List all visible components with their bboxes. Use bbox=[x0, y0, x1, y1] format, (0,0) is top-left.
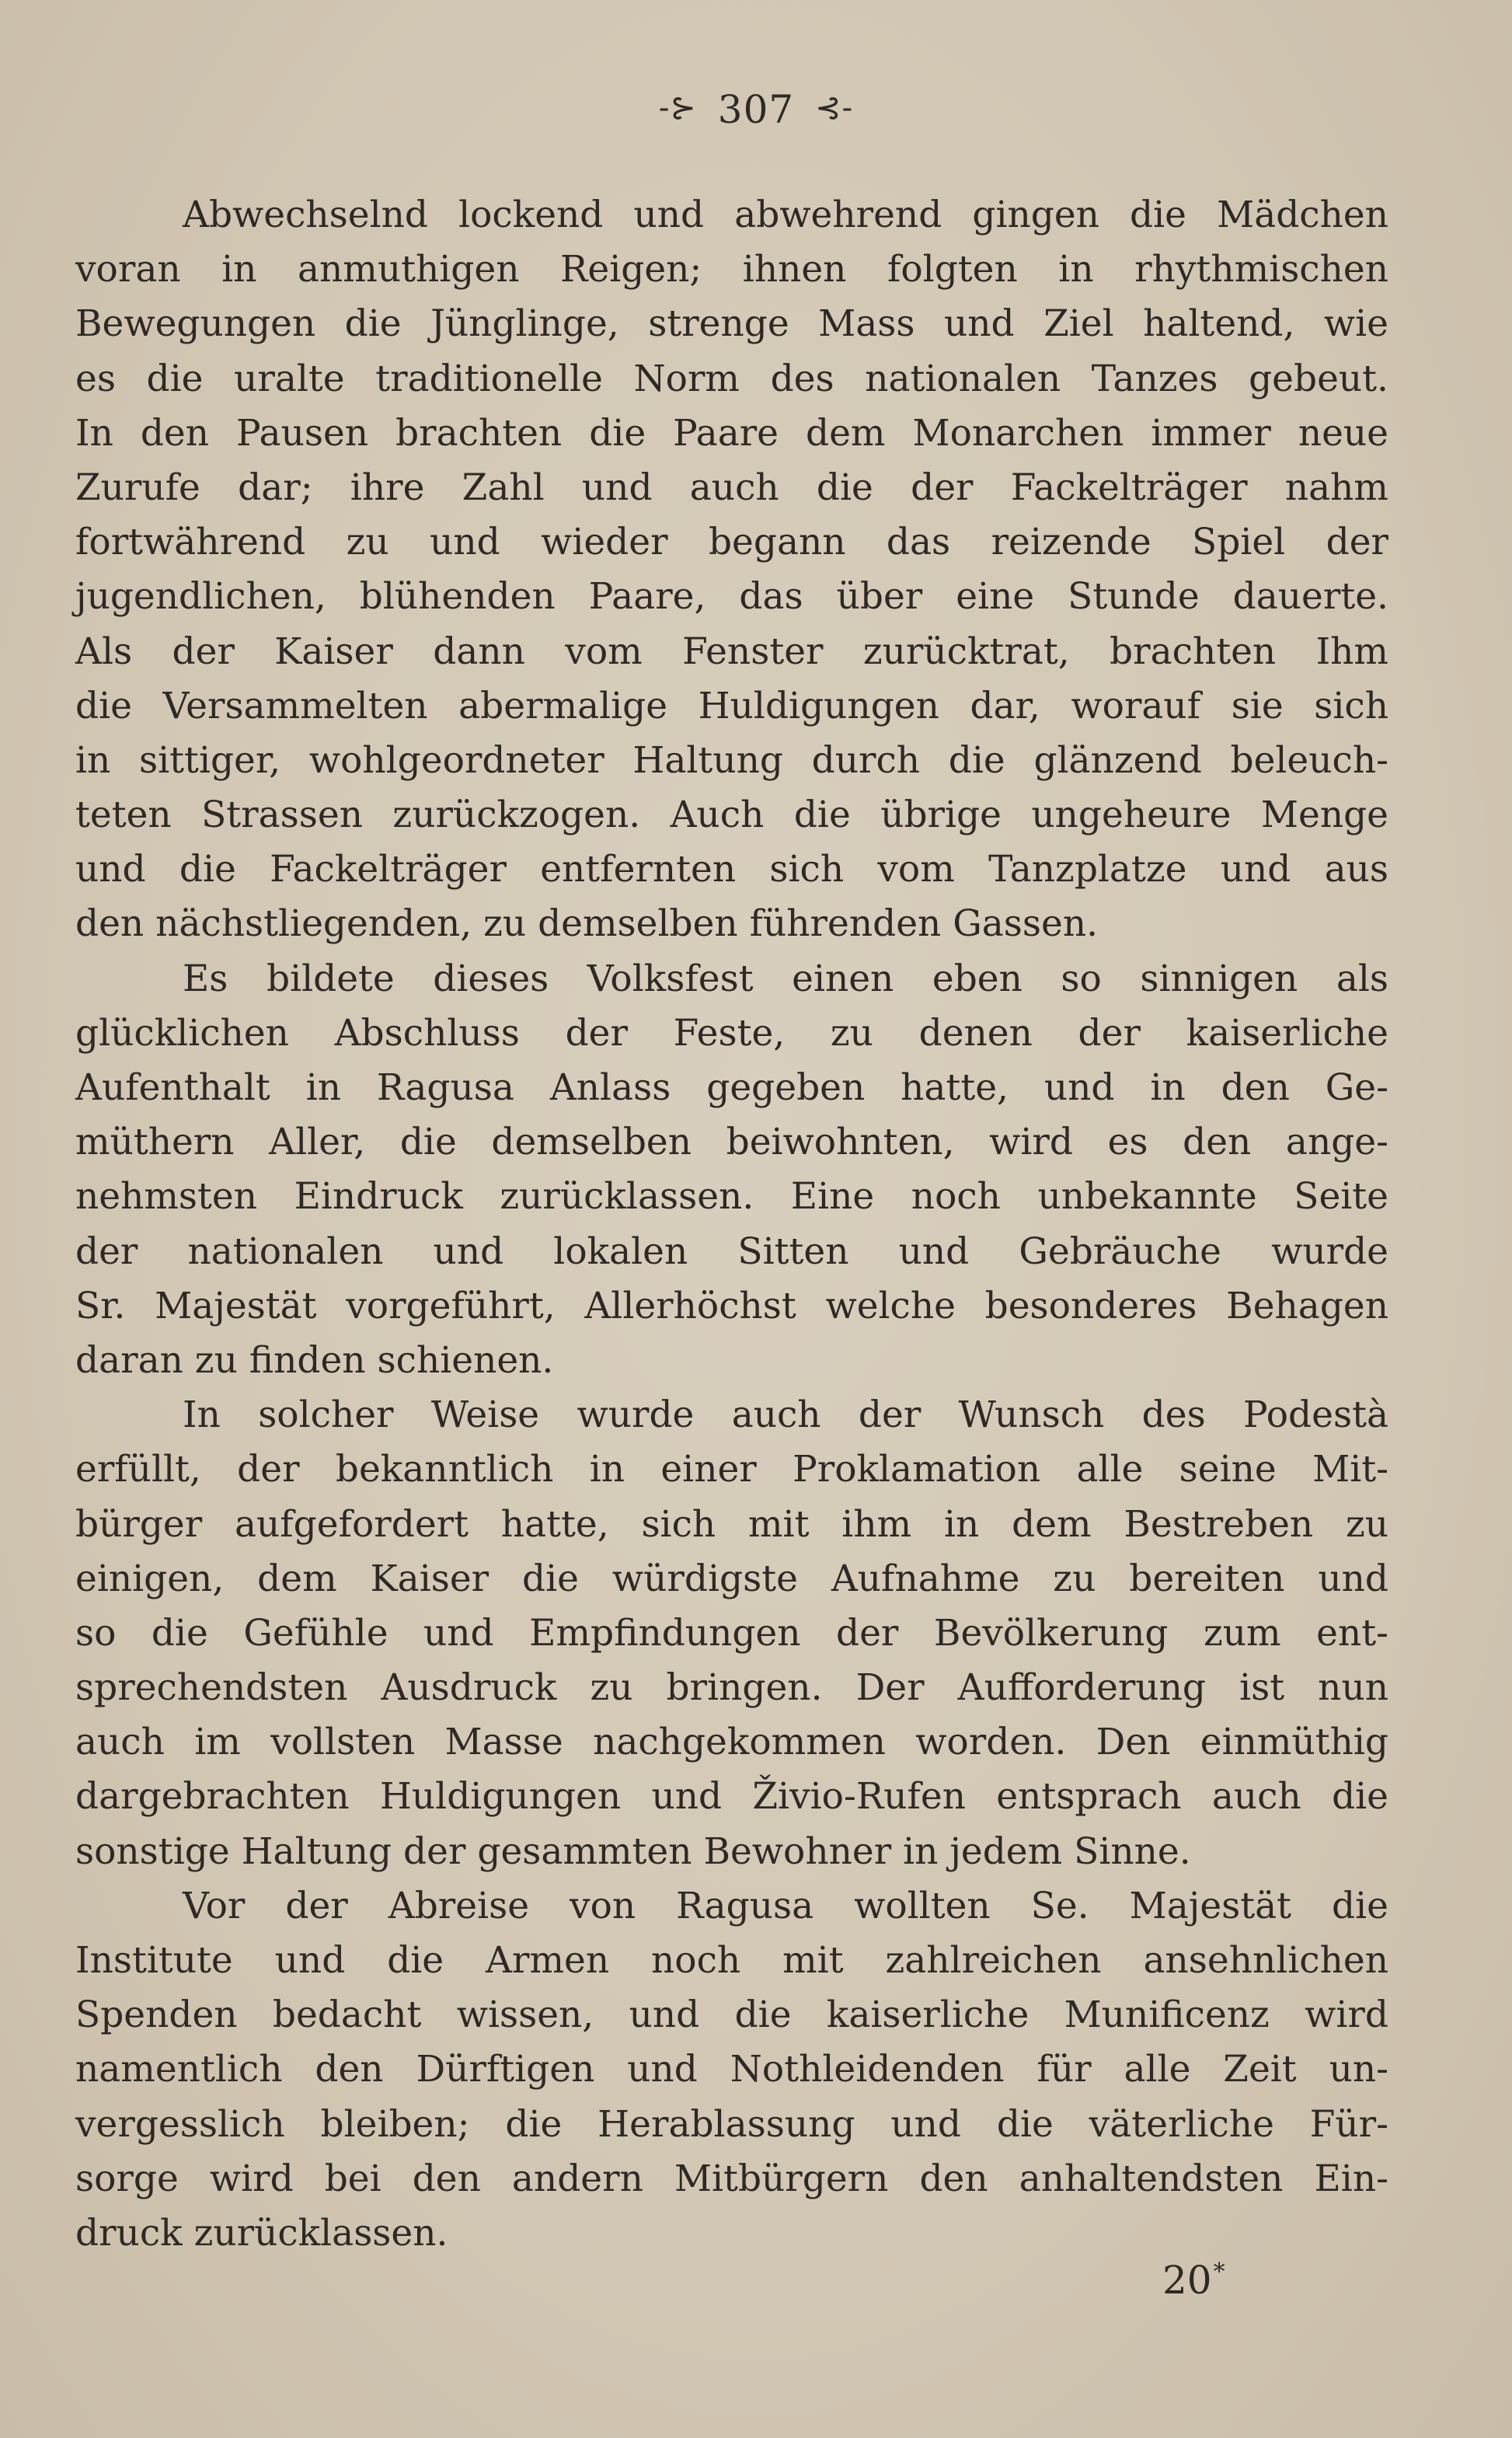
text-line: so die Gefühle und Empfindungen der Bevölkerung zum ent- bbox=[75, 1611, 1388, 1655]
text-line: nehmsten Eindruck zurücklassen. Eine noch unbekannte Seite bbox=[75, 1175, 1388, 1219]
ornament-right: ⊰- bbox=[815, 90, 854, 126]
text-line: Als der Kaiser dann vom Fenster zurücktrat, brachten Ihm bbox=[75, 630, 1388, 673]
text-line: bürger aufgefordert hatte, sich mit ihm in dem Bestreben zu bbox=[75, 1502, 1388, 1546]
text-line: In den Pausen brachten die Paare dem Monarchen immer neue bbox=[75, 411, 1388, 455]
text-line: sorge wird bei den andern Mitbürgern den anhaltendsten Ein- bbox=[75, 2157, 1388, 2200]
page-header bbox=[0, 87, 1512, 132]
text-line: jugendlichen, blühenden Paare, das über eine Stunde dauerte. bbox=[75, 575, 1388, 619]
page-number: 307 bbox=[717, 87, 795, 132]
text-line: In solcher Weise wurde auch der Wunsch des Podestà bbox=[183, 1393, 1388, 1437]
text-line: Sr. Majestät vorgeführt, Allerhöchst welche besonderes Behagen bbox=[75, 1284, 1388, 1327]
ornament-left: -⊱ bbox=[658, 90, 697, 126]
text-line: Abwechselnd lockend und abwehrend gingen die Mädchen bbox=[183, 194, 1388, 236]
text-line: Aufenthalt in Ragusa Anlass gegeben hatte, und in den Ge- bbox=[75, 1066, 1388, 1109]
text-line: druck zurücklassen. bbox=[75, 2211, 448, 2255]
text-line: teten Strassen zurückzogen. Auch die übrige ungeheure Menge bbox=[75, 793, 1388, 837]
text-line: voran in anmuthigen Reigen; ihnen folgten in rhythmischen bbox=[75, 248, 1388, 291]
text-line: fortwährend zu und wieder begann das reizende Spiel der bbox=[75, 521, 1388, 564]
text-line: sprechendsten Ausdruck zu bringen. Der Aufforderung ist nun bbox=[75, 1666, 1388, 1710]
text-line: Bewegungen die Jünglinge, strenge Mass und Ziel haltend, wie bbox=[75, 302, 1388, 346]
text-line: auch im vollsten Masse nachgekommen worden. Den einmüthig bbox=[75, 1721, 1388, 1764]
text-line: es die uralte traditionelle Norm des nationalen Tanzes gebeut. bbox=[75, 357, 1388, 400]
text-line: der nationalen und lokalen Sitten und Gebräuche wurde bbox=[75, 1229, 1388, 1273]
text-line: namentlich den Dürftigen und Nothleidenden für alle Zeit un- bbox=[75, 2048, 1388, 2091]
text-line: sonstige Haltung der gesammten Bewohner in jedem Sinne. bbox=[75, 1829, 1191, 1873]
signature-mark bbox=[1162, 2258, 1225, 2303]
body-text bbox=[75, 188, 1388, 2261]
text-line: und die Fackelträger entfernten sich vom Tanzplatze und aus bbox=[75, 848, 1388, 891]
text-line: Zurufe dar; ihre Zahl und auch die der Fackelträger nahm bbox=[75, 466, 1388, 509]
signature-number: 20 bbox=[1162, 2258, 1212, 2303]
text-line: glücklichen Abschluss der Feste, zu denen der kaiserliche bbox=[75, 1011, 1388, 1055]
text-line: vergesslich bleiben; die Herablassung und die väterliche Für- bbox=[75, 2102, 1388, 2146]
signature-star: * bbox=[1213, 2258, 1225, 2286]
text-line: den nächstliegenden, zu demselben führenden Gassen. bbox=[75, 902, 1099, 946]
text-line: Vor der Abreise von Ragusa wollten Se. Majestät die bbox=[183, 1884, 1388, 1927]
text-line: müthern Aller, die demselben beiwohnten, wird es den ange- bbox=[75, 1121, 1388, 1164]
text-line: Es bildete dieses Volksfest einen eben so sinnigen als bbox=[183, 957, 1388, 1000]
text-line: die Versammelten abermalige Huldigungen dar, worauf sie sich bbox=[75, 684, 1388, 727]
text-line: einigen, dem Kaiser die würdigste Aufnahme zu bereiten und bbox=[75, 1557, 1388, 1600]
text-line: dargebrachten Huldigungen und Živio-Rufen entsprach auch die bbox=[75, 1775, 1388, 1819]
text-line: daran zu finden schienen. bbox=[75, 1338, 554, 1382]
text-line: Institute und die Armen noch mit zahlreichen ansehnlichen bbox=[75, 1939, 1388, 1982]
text-line: Spenden bedacht wissen, und die kaiserliche Munificenz wird bbox=[75, 1993, 1388, 2037]
text-line: erfüllt, der bekanntlich in einer Proklamation alle seine Mit- bbox=[75, 1448, 1388, 1491]
text-line: in sittiger, wohlgeordneter Haltung durch die glänzend beleuch- bbox=[75, 738, 1388, 782]
